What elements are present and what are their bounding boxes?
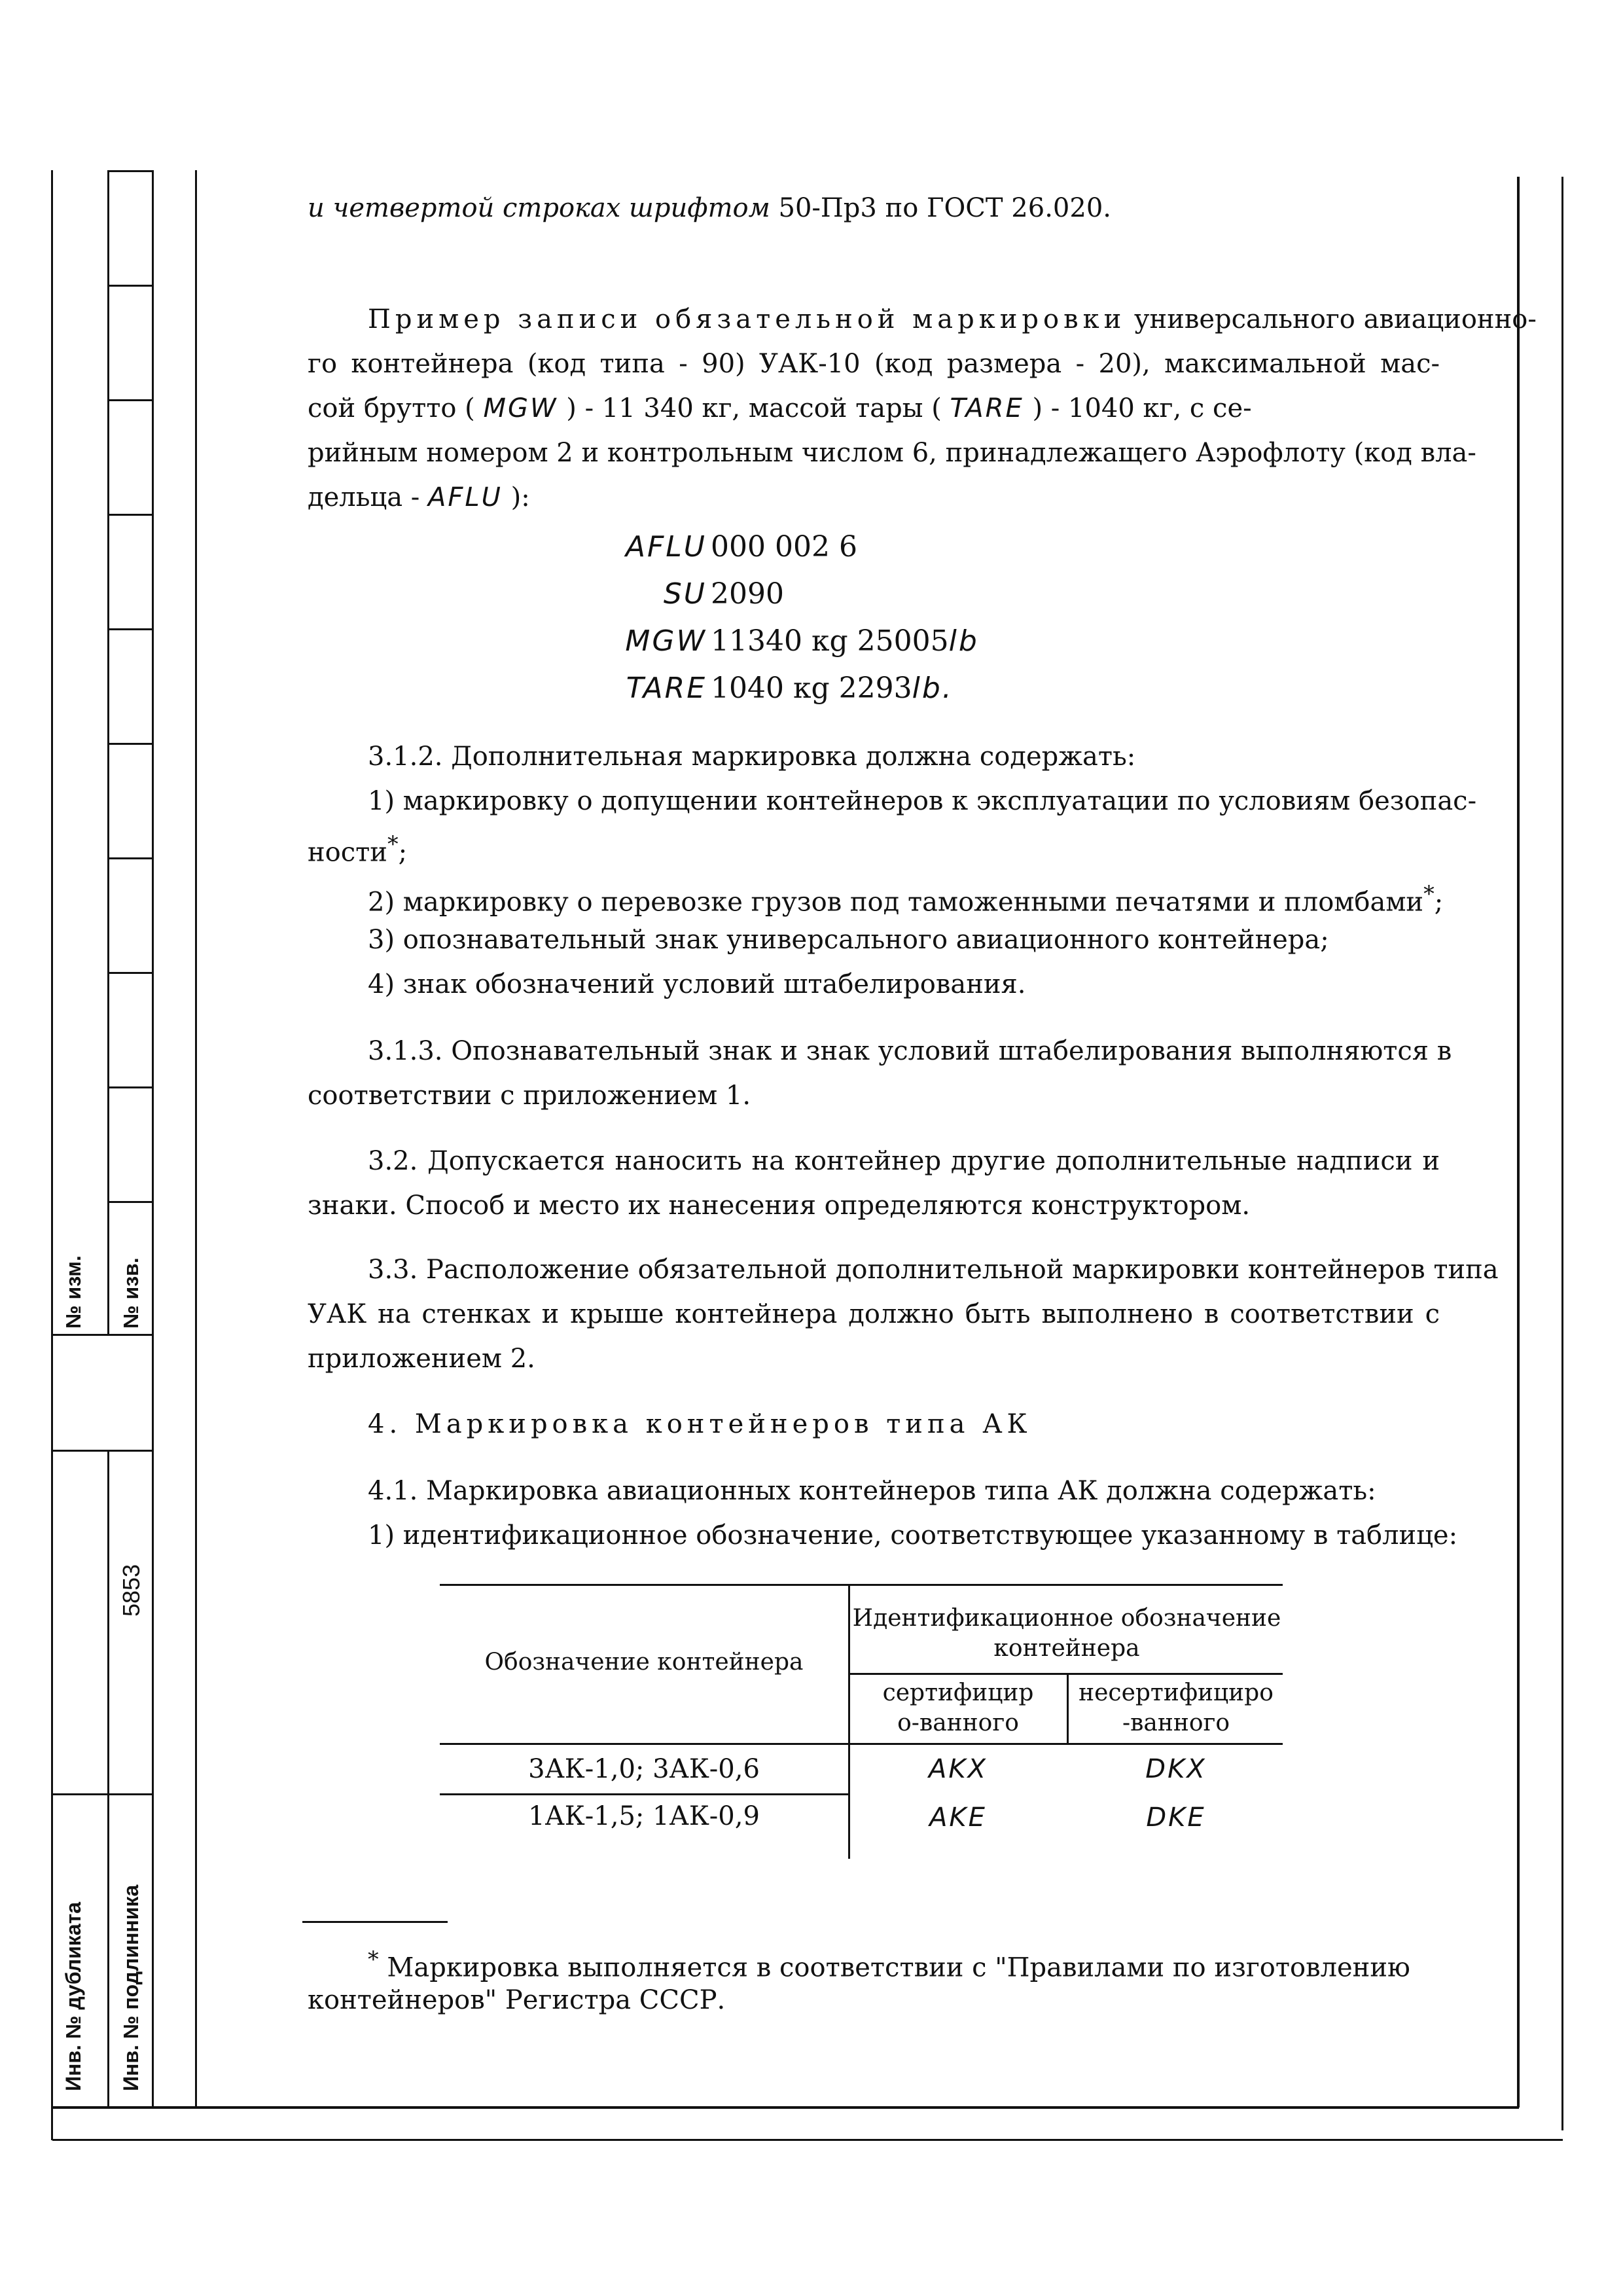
left-border-outer (51, 170, 53, 2140)
marking-lb-unit: lb (948, 624, 979, 658)
marking-value (711, 672, 954, 706)
marking-lb-unit: lb. (912, 672, 954, 705)
table-rule (849, 1673, 1283, 1675)
aflu-code: AFLU (428, 482, 503, 512)
inv-podlinnika-label: Инв. № подлинника (119, 1884, 143, 2091)
table-sub-header-certified: сертифициро-ванного (882, 1679, 1034, 1736)
s41-line-1: 4.1. Маркировка авиационных контейнеров типа АК должна содержать: (368, 1476, 1376, 1506)
s312-item-1b-text: ности (308, 837, 387, 868)
s32-line-2: знаки. Способ и место их нанесения определяются конструктором. (308, 1191, 1251, 1221)
strip-cell-line (107, 1201, 153, 1203)
example-l3-b: ) - 11 340 кг, массой тары ( (566, 393, 942, 423)
s32-line-1: 3.2. Допускается наносить на контейнер другие дополнительные надписи и (368, 1146, 1440, 1176)
footnote-ref: * (387, 831, 399, 857)
s33-line-1: 3.3. Расположение обязательной дополнительной маркировки контейнеров типа (368, 1255, 1499, 1285)
strip-cell-line (52, 1450, 153, 1452)
footnote-separator (302, 1921, 448, 1923)
example-l3-a: сой брутто ( (308, 393, 475, 423)
strip-cell-line (107, 514, 153, 516)
marking-code: TARE (626, 672, 707, 705)
bottom-border-outer (52, 2139, 1563, 2141)
example-line-5 (308, 480, 530, 514)
marking-kg: 1040 кg (711, 672, 830, 705)
s312-item-1b (308, 827, 407, 869)
right-border-inner (1517, 177, 1520, 2108)
section-4-heading: 4. Маркировка контейнеров типа АК (368, 1409, 1032, 1439)
marking-kg: 11340 кg (711, 624, 848, 658)
strip-cell-line (107, 170, 153, 172)
marking-value: 2090 (711, 577, 784, 611)
strip-cell-line (52, 1793, 153, 1795)
strip-cell-line (107, 170, 109, 1335)
table-row-cert: AKE (929, 1803, 987, 1833)
marking-code: MGW (625, 624, 707, 658)
s312-semicolon: ; (1434, 887, 1444, 918)
table-group-header: Идентификационное обозначение контейнера (852, 1605, 1281, 1662)
strip-cell-line (107, 1086, 153, 1088)
strip-cell-line (107, 399, 153, 401)
left-strip-divider (152, 170, 154, 2108)
no-izv-label: № изв. (119, 1257, 143, 1329)
footnote-star: * (368, 1946, 379, 1972)
right-border-outer (1561, 177, 1563, 2130)
s312-item-2 (368, 877, 1443, 919)
table-row-cert: AKX (929, 1754, 988, 1784)
marking-code: SU (663, 577, 707, 611)
no-izm-label: № изм. (62, 1255, 85, 1329)
strip-cell-line (107, 743, 153, 745)
strip-cell-line (107, 972, 153, 974)
table-rule (440, 1743, 1283, 1745)
tare-code: TARE (950, 393, 1024, 423)
example-line-3 (308, 391, 1252, 425)
marking-lb-value: 25005 (857, 624, 949, 658)
strip-cell-line (107, 1450, 109, 2108)
marking-lb-value: 2293 (838, 672, 912, 705)
strip-cell-line (52, 1334, 153, 1336)
marking-value (711, 624, 979, 658)
example-line-4: рийным номером 2 и контрольным числом 6, принадлежащего Аэрофлоту (код вла- (308, 438, 1476, 468)
s313-line-1: 3.1.3. Опознавательный знак и знак условий штабелирования выполняются в (368, 1036, 1452, 1066)
table-row-name: 1АК-1,5; 1АК-0,9 (528, 1801, 760, 1831)
table-sub-header-noncertified: несертифициро-ванного (1079, 1679, 1274, 1736)
table-rule (440, 1584, 1283, 1586)
s312-item-1a: 1) маркировку о допущении контейнеров к эксплуатации по условиям безопас- (368, 786, 1477, 816)
s33-line-2: УАК на стенках и крыше контейнера должно быть выполнено в соответствии с (308, 1299, 1440, 1329)
s41-line-2: 1) идентификационное обозначение, соответствующее указанному в таблице: (368, 1520, 1458, 1551)
bottom-border-inner (52, 2106, 1519, 2109)
s312-semicolon: ; (398, 837, 408, 868)
example-l5-a: дельца - (308, 482, 420, 512)
example-lead: Пример записи обязательной маркировки (368, 304, 1126, 334)
intro-rest: 50-Пр3 по ГОСТ 26.020. (778, 193, 1111, 223)
s313-line-2: соответствии с приложением 1. (308, 1081, 751, 1111)
example-l1-rest: универсального авиационно- (1134, 304, 1537, 334)
footnote-line-2: контейнеров" Регистра СССР. (308, 1985, 726, 2015)
example-l5-b: ): (510, 482, 530, 512)
s312-head: 3.1.2. Дополнительная маркировка должна содержать: (368, 742, 1136, 772)
table-row-noncert: DKE (1146, 1803, 1206, 1833)
example-l3-c: ) - 1040 кг, с се- (1032, 393, 1252, 423)
table-row-name: 3АК-1,0; 3АК-0,6 (528, 1754, 760, 1784)
left-border-inner (195, 170, 197, 2108)
footnote-line-1 (368, 1943, 1410, 1984)
table-rule (440, 1793, 849, 1795)
marking-value: 000 002 6 (711, 530, 857, 564)
s33-line-3: приложением 2. (308, 1344, 535, 1374)
table-row-noncert: DKX (1145, 1754, 1207, 1784)
table-rule (1067, 1673, 1069, 1743)
footnote-text-1: Маркировка выполняется в соответствии с "Правилами по изготовлению (387, 1952, 1410, 1983)
intro-line (308, 191, 1111, 225)
s312-item-4: 4) знак обозначений условий штабелирования. (368, 969, 1026, 999)
s312-item-2-text: 2) маркировку о перевозке грузов под таможенными печатями и пломбами (368, 887, 1424, 918)
table-col1-header: Обозначение контейнера (484, 1649, 804, 1676)
strip-cell-line (107, 857, 153, 859)
intro-italic: и четвертой строках шрифтом (308, 193, 770, 223)
example-line-1 (368, 302, 1537, 336)
example-line-2: го контейнера (код типа - 90) УАК-10 (код размера - 20), максимальной мас- (308, 349, 1440, 379)
strip-cell-line (107, 285, 153, 287)
strip-cell-line (107, 628, 153, 630)
podlinnik-number: 5853 (118, 1564, 145, 1617)
mgw-code: MGW (483, 393, 558, 423)
inv-dublikata-label: Инв. № дубликата (62, 1901, 85, 2091)
marking-code: AFLU (625, 530, 707, 564)
s312-item-3: 3) опознавательный знак универсального авиационного контейнера; (368, 925, 1329, 955)
table-rule (848, 1584, 850, 1859)
footnote-ref: * (1423, 881, 1435, 906)
